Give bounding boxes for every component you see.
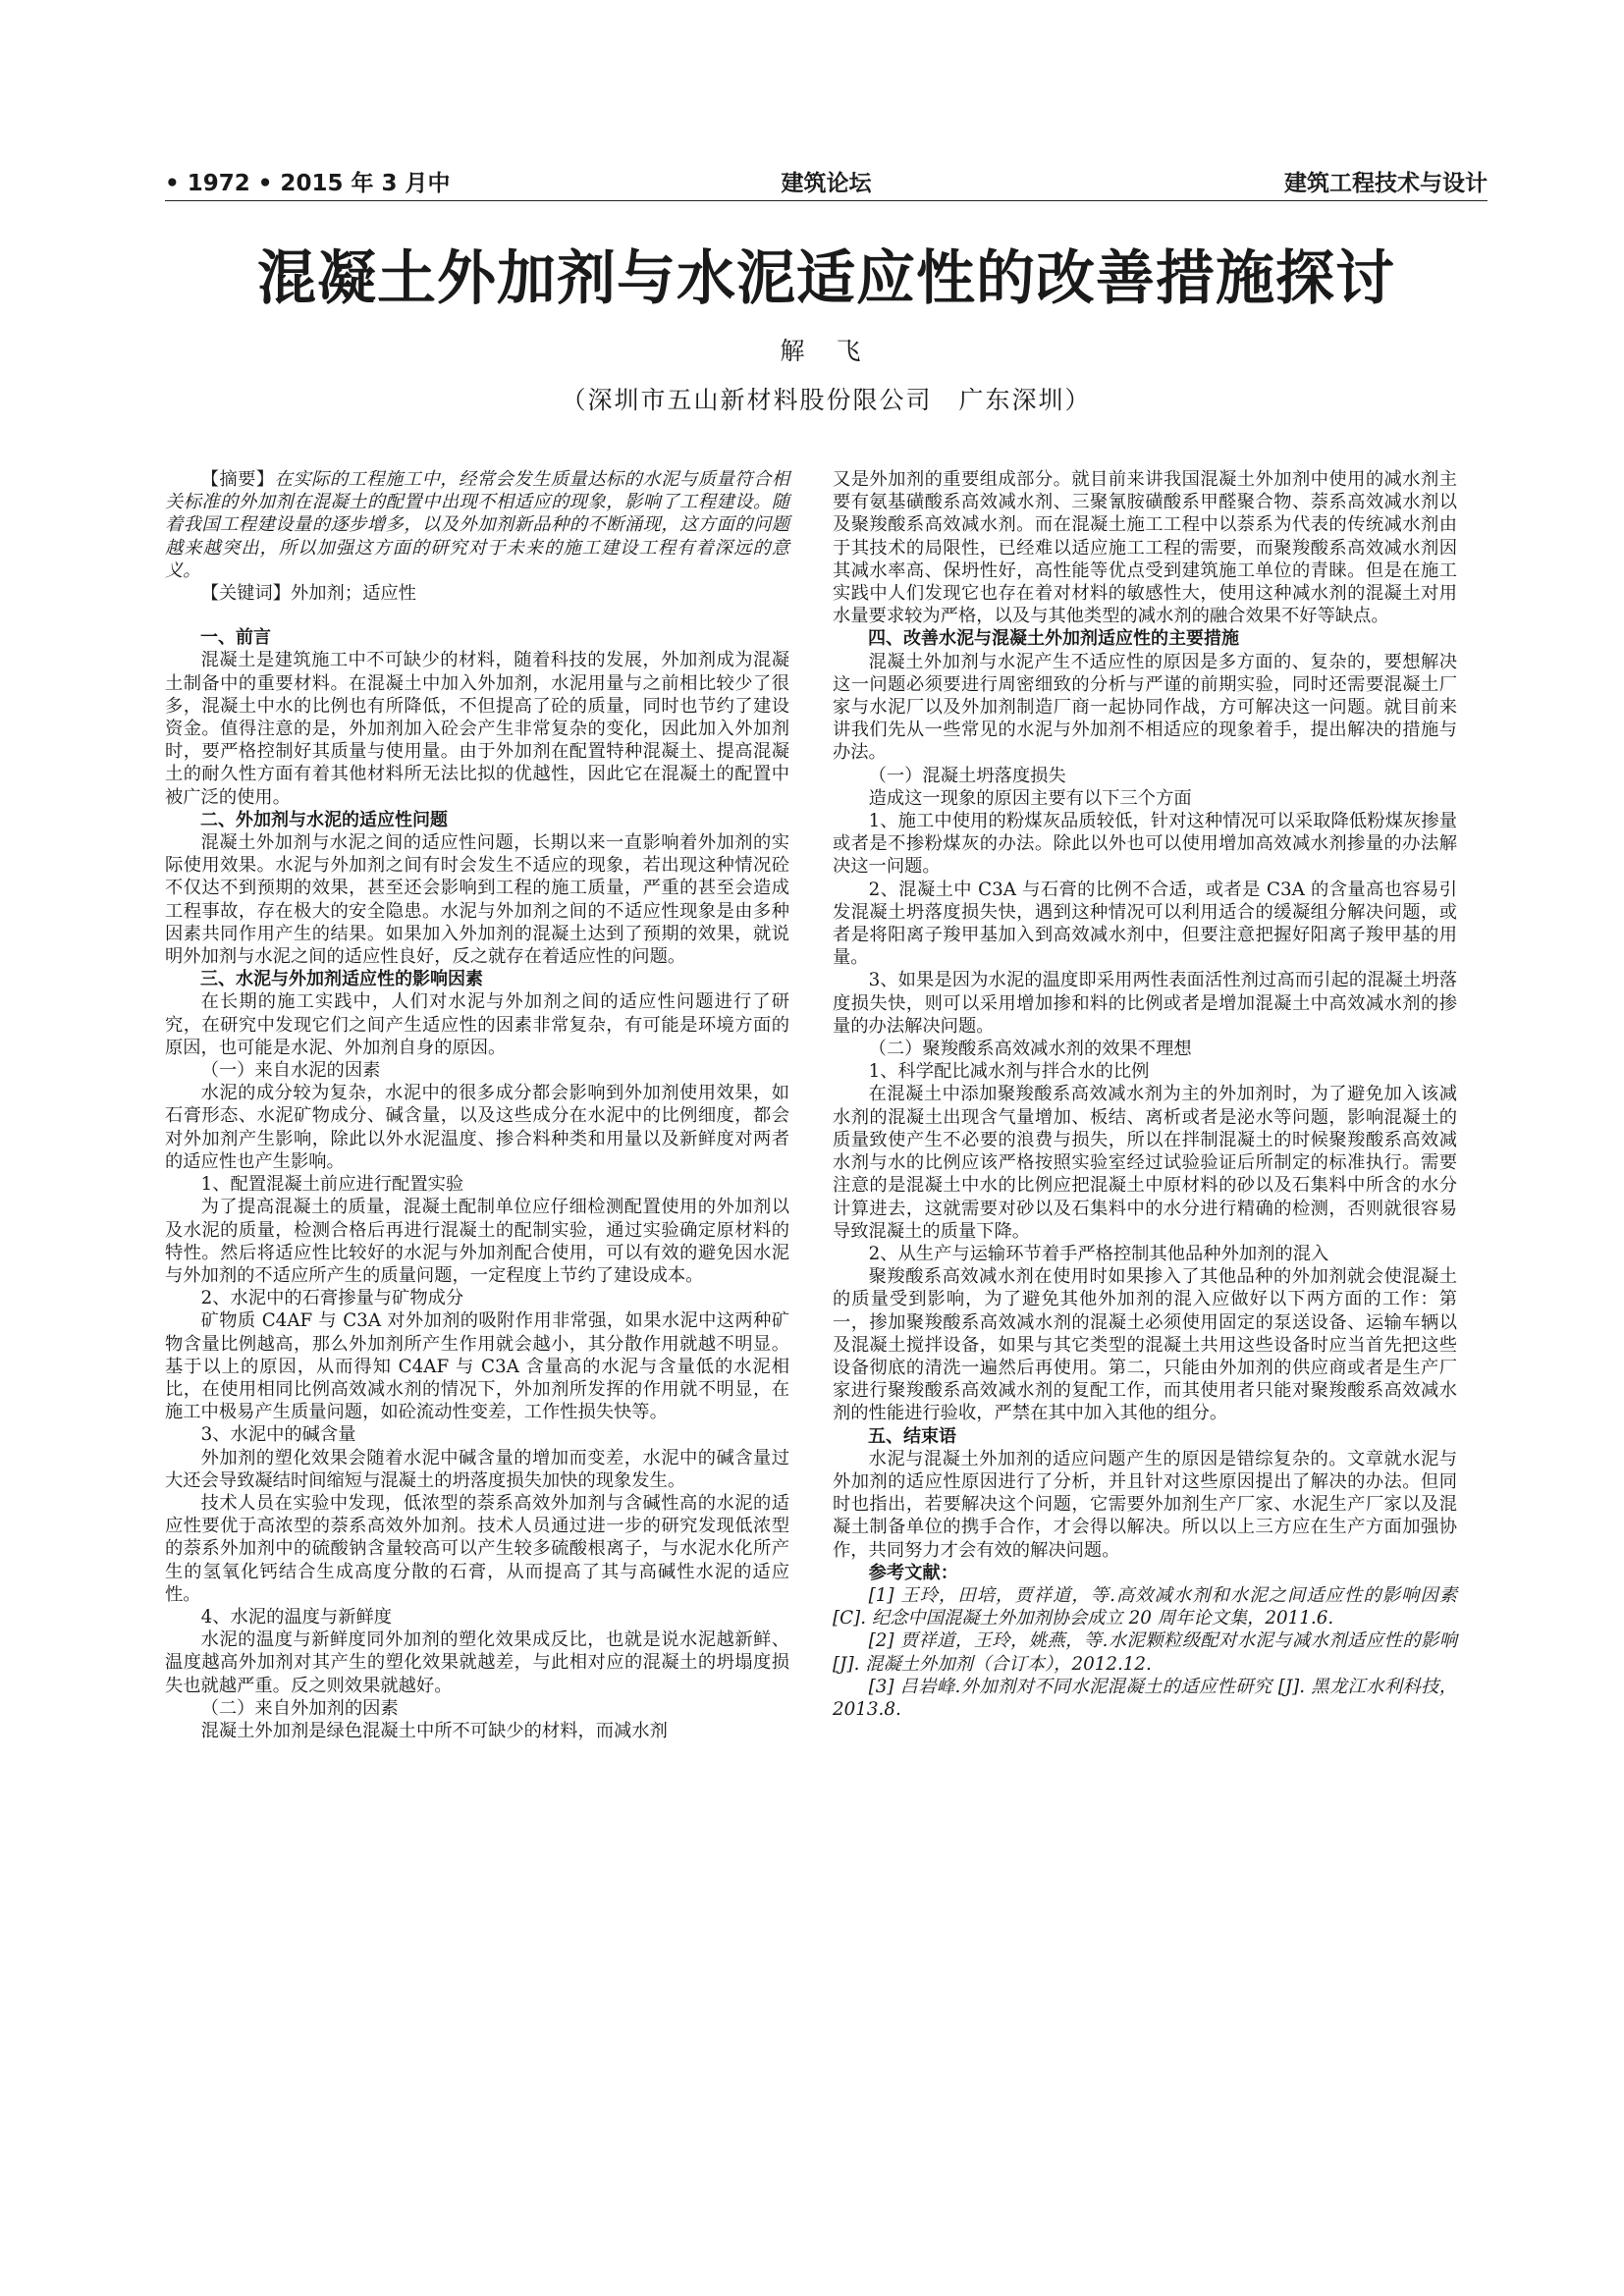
- author-affiliation: （深圳市五山新材料股份限公司 广东深圳）: [561, 386, 1092, 414]
- abstract-tag: 【摘要】: [200, 469, 275, 490]
- section-heading: 一、前言: [200, 627, 271, 649]
- left-column: [165, 468, 789, 1742]
- body-paragraph: 造成这一现象的原因主要有以下三个方面: [868, 787, 1192, 809]
- body-paragraph: 2、混凝土中 C3A 与石膏的比例不合适，或者是 C3A 的含量高也容易引发混凝土坍落度损失快，遇到这种情况可以利用适合的缓凝组分解决问题，或者是将阳离子羧甲基加入到高效减水剂中，但要注意把握好阳离子羧甲基的用量。: [833, 879, 1457, 969]
- keywords: [165, 582, 789, 605]
- body-paragraph: 混凝土外加剂与水泥产生不适应性的原因是多方面的、复杂的，要想解决这一问题必须要进行周密细致的分析与严谨的前期实验，同时还需要混凝土厂家与水泥厂以及外加剂制造厂商一起协同作战，方可解决这一问题。就目前来讲我们先从一些常见的水泥与外加剂不相适应的现象着手，提出解决的措施与办法。: [833, 651, 1457, 764]
- body-paragraph: 聚羧酸系高效减水剂在使用时如果掺入了其他品种的外加剂就会使混凝土的质量受到影响，为了避免其他外加剂的混入应做好以下两方面的工作：第一，掺加聚羧酸系高效减水剂的混凝土必须使用固定的泵送设备、运输车辆以及混凝土搅拌设备，如果与其它类型的混凝土共用这些设备时应当首先把这些设备彻底的清洗一遍然后再使用。第二，只能由外加剂的供应商或者是生产厂家进行聚羧酸系高效减水剂的复配工作，而其使用者只能对聚羧酸系高效减水剂的性能进行验收，严禁在其中加入其他的组分。: [833, 1266, 1457, 1424]
- section-heading: 三、水泥与外加剂适应性的影响因素: [200, 969, 483, 990]
- header-issue: • 1972 • 2015 年 3 月中: [165, 171, 451, 196]
- abstract-text: 在实际的工程施工中，经常会发生质量达标的水泥与质量符合相关标准的外加剂在混凝土的配置中出现不相适应的现象，影响了工程建设。随着我国工程建设量的逐步增多，以及外加剂新品种的不断涌现，这方面的问题越来越突出，所以加强这方面的研究对于未来的施工建设工程有着深远的意义。: [165, 469, 789, 581]
- reference-item: [2] 贾祥道，王玲，姚燕，等.水泥颗粒级配对水泥与减水剂适应性的影响 [J]. 混凝土外加剂（合订本），2012.12.: [833, 1630, 1457, 1675]
- body-paragraph: 技术人员在实验中发现，低浓型的萘系高效外加剂与含碱性高的水泥的适应性要优于高浓型的萘系高效外加剂。技术人员通过进一步的研究发现低浓型的萘系外加剂中的硫酸钠含量较高可以产生较多硫酸根离子，与水泥水化所产生的氢氧化钙结合生成高度分散的石膏，从而提高了其与高碱性水泥的适应性。: [165, 1492, 789, 1605]
- references-title: 参考文献：: [868, 1562, 958, 1583]
- subsection-heading: 2、从生产与运输环节着手严格控制其他品种外加剂的混入: [868, 1243, 1329, 1264]
- body-paragraph: 水泥的成分较为复杂，水泥中的很多成分都会影响到外加剂使用效果，如石膏形态、水泥矿物成分、碱含量，以及这些成分在水泥中的比例细度，都会对外加剂产生影响，除此以外水泥温度、掺合料种类和用量以及新鲜度对两者的适应性也产生影响。: [165, 1083, 789, 1172]
- body-paragraph: 水泥的温度与新鲜度同外加剂的塑化效果成反比，也就是说水泥越新鲜、温度越高外加剂对其产生的塑化效果就越差，与此相对应的混凝土的坍塌度损失也就越严重。反之则效果就越好。: [165, 1629, 789, 1696]
- subsection-heading: 4、水泥的温度与新鲜度: [200, 1606, 393, 1628]
- body-paragraph: 1、施工中使用的粉煤灰品质较低，针对这种情况可以采取降低粉煤灰掺量或者是不掺粉煤灰的办法。除此以外也可以使用增加高效减水剂掺量的办法解决这一问题。: [833, 811, 1457, 878]
- body-paragraph: 3、如果是因为水泥的温度即采用两性表面活性剂过高而引起的混凝土坍落度损失快，则可以采用增加掺和料的比例或者是增加混凝土中高效减水剂的掺量的办法解决问题。: [833, 970, 1457, 1037]
- header-divider: [165, 200, 1488, 201]
- body-paragraph: 又是外加剂的重要组成部分。就目前来讲我国混凝土外加剂中使用的减水剂主要有氨基磺酸系高效减水剂、三聚氰胺磺酸系甲醛聚合物、萘系高效减水剂以及聚羧酸系高效减水剂。而在混凝土施工工程中以萘系为代表的传统减水剂由于其技术的局限性，已经难以适应施工工程的需要，而聚羧酸系高效减水剂因其减水率高、保坍性好，高性能等优点受到建筑施工单位的青睐。但是在施工实践中人们发现它也存在着对材料的敏感性大，使用这种减水剂的混凝土对用水量要求较为严格，以及与其他类型的减水剂的融合效果不好等缺点。: [833, 469, 1457, 627]
- subsection-heading: （二）来自外加剂的因素: [200, 1697, 399, 1719]
- body-paragraph: 在混凝土中添加聚羧酸系高效减水剂为主的外加剂时，为了避免加入该减水剂的混凝土出现含气量增加、板结、离析或者是泌水等问题，影响混凝土的质量致使产生不必要的浪费与损失，所以在拌制混凝土的时候聚羧酸系高效减水剂与水的比例应该严格按照实验室经过试验验证后所制定的标准执行。需要注意的是混凝土中水的比例应把混凝土中原材料的砂以及石集料中所含的水分计算进去，这就需要对砂以及石集料中的水分进行精确的检测，否则就很容易导致混凝土的质量下降。: [833, 1084, 1457, 1242]
- reference-item: [1] 王玲，田培，贾祥道，等.高效减水剂和水泥之间适应性的影响因素 [C]. 纪念中国混凝土外加剂协会成立 20 周年论文集，2011.6.: [833, 1584, 1457, 1629]
- references-list: [833, 1584, 1457, 1721]
- subsection-heading: （一）来自水泥的因素: [200, 1060, 381, 1082]
- subsection-heading: 2、水泥中的石膏掺量与矿物成分: [200, 1288, 464, 1309]
- right-column: [833, 468, 1457, 1721]
- header-section: 建筑论坛: [781, 171, 872, 196]
- body-paragraph: 为了提高混凝土的质量，混凝土配制单位应仔细检测配置使用的外加剂以及水泥的质量，检测合格后再进行混凝土的配制实验，通过实验确定原材料的特性。然后将适应性比较好的水泥与外加剂配合使用，可以有效的避免因水泥与外加剂的不适应所产生的质量问题，一定程度上节约了建设成本。: [165, 1197, 789, 1286]
- section-heading: 四、改善水泥与混凝土外加剂适应性的主要措施: [868, 628, 1239, 650]
- keywords-text: 外加剂；适应性: [291, 583, 416, 605]
- reference-item: [3] 吕岩峰.外加剂对不同水泥混凝土的适应性研究 [J]. 黑龙江水利科技，2013.8.: [833, 1676, 1457, 1720]
- spacer: [165, 605, 789, 626]
- subsection-heading: 1、配置混凝土前应进行配置实验: [200, 1174, 464, 1196]
- keywords-tag: 【关键词】: [200, 583, 291, 605]
- running-header: [165, 157, 1488, 200]
- body-paragraph: 混凝土外加剂是绿色混凝土中所不可缺少的材料，而减水剂: [200, 1720, 668, 1741]
- header-journal: 建筑工程技术与设计: [1284, 171, 1488, 196]
- body-paragraph: 混凝土外加剂与水泥之间的适应性问题，长期以来一直影响着外加剂的实际使用效果。水泥与外加剂之间有时会发生不适应的现象，若出现这种情况砼不仅达不到预期的效果，甚至还会影响到工程的施工质量，严重的甚至会造成工程事故，存在极大的安全隐患。水泥与外加剂之间的不适应性现象是由多种因素共同作用产生的结果。如果加入外加剂的混凝土达到了预期的效果，就说明外加剂与水泥之间的适应性良好，反之就存在着适应性的问题。: [165, 832, 789, 968]
- right-body: [833, 468, 1457, 1562]
- subsection-heading: （二）聚羧酸系高效减水剂的效果不理想: [868, 1039, 1192, 1060]
- body-paragraph: 在长期的施工实践中，人们对水泥与外加剂之间的适应性问题进行了研究，在研究中发现它们之间产生适应性的因素非常复杂，有可能是环境方面的原因，也可能是水泥、外加剂自身的原因。: [165, 991, 789, 1058]
- body-paragraph: 混凝土是建筑施工中不可缺少的材料，随着科技的发展，外加剂成为混凝土制备中的重要材料。在混凝土中加入外加剂，水泥用量与之前相比较少了很多，混凝土中水的比例也有所降低，不但提高了砼的质量，同时也节约了建设资金。值得注意的是，外加剂加入砼会产生非常复杂的变化，因此加入外加剂时，要严格控制好其质量与使用量。由于外加剂在配置特种混凝土、提高混凝土的耐久性方面有着其他材料所无法比拟的优越性，因此它在混凝土的配置中被广泛的使用。: [165, 650, 789, 808]
- body-paragraph: 矿物质 C4AF 与 C3A 对外加剂的吸附作用非常强，如果水泥中这两种矿物含量比例越高，那么外加剂所产生作用就会越小，其分散作用就越不明显。基于以上的原因，从而得知 C4AF 与 C3A 含量高的水泥与含量低的水泥相比，在使用相同比例高效减水剂的情况下，外加剂所发挥的作用就不明显，在施工中极易产生质量问题，如砼流动性变差，工作性损失快等。: [165, 1310, 789, 1423]
- article-title: 混凝土外加剂与水泥适应性的改善措施探讨: [257, 244, 1395, 313]
- body-paragraph: 外加剂的塑化效果会随着水泥中碱含量的增加而变差，水泥中的碱含量过大还会导致凝结时间缩短与混凝土的坍落度损失加快的现象发生。: [165, 1447, 789, 1491]
- subsection-heading: 1、科学配比减水剂与拌合水的比例: [868, 1061, 1150, 1083]
- left-body: [165, 626, 789, 1742]
- subsection-heading: （一）混凝土坍落度损失: [868, 765, 1066, 786]
- abstract: [165, 468, 789, 582]
- section-heading: 五、结束语: [868, 1425, 956, 1447]
- body-paragraph: 水泥与混凝土外加剂的适应问题产生的原因是错综复杂的。文章就水泥与外加剂的适应性原因进行了分析，并且针对这些原因提出了解决的办法。但同时也指出，若要解决这个问题，它需要外加剂生产厂家、水泥生产厂家以及混凝土制备单位的携手合作，才会得以解决。所以以上三方应在生产方面加强协作，共同努力才会有效的解决问题。: [833, 1448, 1457, 1561]
- subsection-heading: 3、水泥中的碱含量: [200, 1424, 356, 1446]
- section-heading: 二、外加剂与水泥的适应性问题: [200, 809, 448, 830]
- article-author: 解 飞: [780, 337, 873, 365]
